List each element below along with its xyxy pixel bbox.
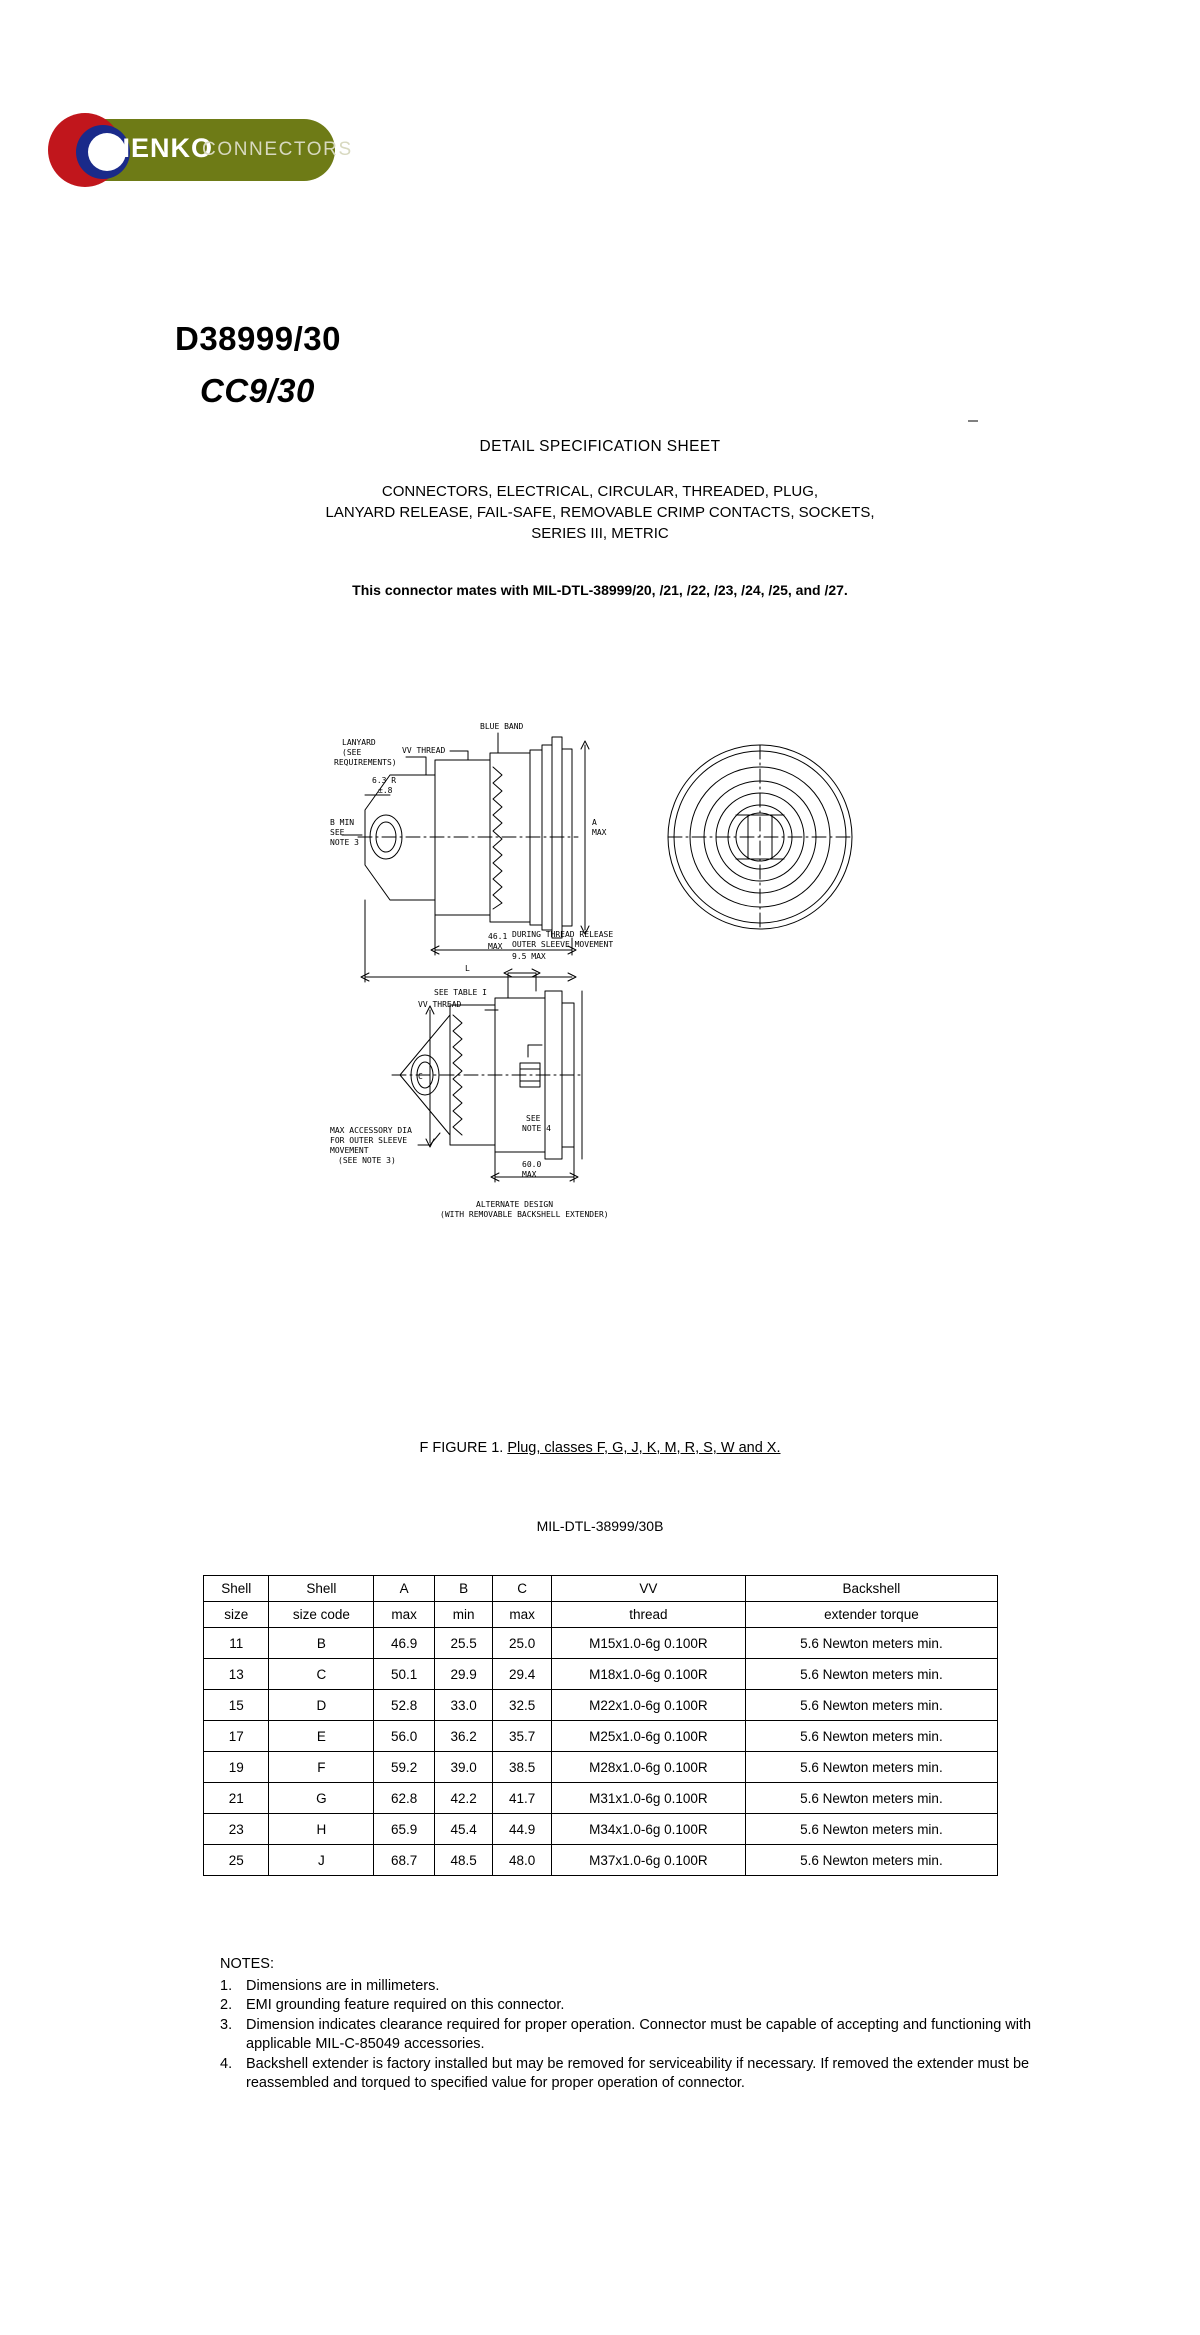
cell-shell-size: 15 [204, 1690, 269, 1721]
figure-caption-prefix: F FIGURE 1. [419, 1440, 504, 1456]
label-blue-band: BLUE BAND [480, 722, 524, 731]
cell-shell-code: E [269, 1721, 374, 1752]
mating-connector-note: This connector mates with MIL-DTL-38999/20, /21, /22, /23, /24, /25, and /27. [352, 582, 848, 598]
label-dim-60-0-max: MAX [522, 1170, 537, 1179]
table-row [204, 1690, 998, 1721]
cell-shell-code: G [269, 1783, 374, 1814]
label-a-dim: A [592, 818, 597, 827]
header-torque-1: Backshell [745, 1576, 997, 1602]
label-outer-sleeve-movement: OUTER SLEEVE MOVEMENT [512, 940, 614, 949]
notes-title: NOTES: [220, 1956, 274, 1972]
label-sleeve-move-dim: 9.5 MAX [512, 952, 546, 961]
cell-a-max: 50.1 [374, 1659, 435, 1690]
note-number: 3. [220, 2016, 233, 2033]
cell-b-min: 25.5 [434, 1628, 493, 1659]
cell-b-min: 39.0 [434, 1752, 493, 1783]
cell-c-max: 41.7 [493, 1783, 552, 1814]
cell-b-min: 33.0 [434, 1690, 493, 1721]
document-part-number: D38999/30 [175, 320, 341, 357]
note-text: Backshell extender is factory installed but may be removed for serviceability if necessary. If removed the extender must be reassembled and torqued to specified value for proper operation of connector. [246, 2055, 1030, 2092]
cell-shell-code: C [269, 1659, 374, 1690]
table-row [204, 1628, 998, 1659]
table-body [204, 1628, 998, 1876]
label-note3-top: NOTE 3 [330, 838, 359, 847]
table-row [204, 1752, 998, 1783]
table-header [204, 1576, 998, 1628]
header-c-1: C [493, 1576, 552, 1602]
cell-torque: 5.6 Newton meters min. [745, 1814, 997, 1845]
header-c-2: max [493, 1602, 552, 1628]
label-l-dim: L [465, 964, 470, 973]
label-see-table: SEE TABLE I [434, 988, 487, 997]
label-dim-46-1-max: MAX [488, 942, 503, 951]
header-shell-code-2: size code [269, 1602, 374, 1628]
cell-b-min: 29.9 [434, 1659, 493, 1690]
note-item [220, 1996, 1090, 2016]
company-logo [30, 105, 353, 195]
cell-a-max: 62.8 [374, 1783, 435, 1814]
table-header-row-1 [204, 1576, 998, 1602]
spec-sheet-heading: DETAIL SPECIFICATION SHEET [479, 438, 721, 455]
margin-tick-mark [968, 420, 978, 422]
cell-shell-size: 19 [204, 1752, 269, 1783]
header-b-1: B [434, 1576, 493, 1602]
cell-shell-code: D [269, 1690, 374, 1721]
label-radius: 6.3 R [372, 776, 397, 785]
notes-section [220, 1955, 1090, 2094]
description-line-3: SERIES III, METRIC [531, 525, 669, 542]
cell-torque: 5.6 Newton meters min. [745, 1752, 997, 1783]
label-alternate-design: ALTERNATE DESIGN [476, 1200, 554, 1209]
label-alternate-design-detail: (WITH REMOVABLE BACKSHELL EXTENDER) [440, 1210, 609, 1219]
header-vv-2: thread [551, 1602, 745, 1628]
label-dim-60-0: 60.0 [522, 1160, 542, 1169]
label-b-min: B MIN [330, 818, 355, 827]
note-item [220, 1977, 1090, 1997]
cell-shell-size: 25 [204, 1845, 269, 1876]
cell-shell-size: 23 [204, 1814, 269, 1845]
label-c-dim: C [418, 1072, 423, 1081]
cell-torque: 5.6 Newton meters min. [745, 1783, 997, 1814]
label-lanyard: LANYARD [342, 738, 376, 747]
figure-caption [0, 1440, 1200, 1456]
cell-vv-thread: M18x1.0-6g 0.100R [551, 1659, 745, 1690]
cell-c-max: 25.0 [493, 1628, 552, 1659]
cell-a-max: 59.2 [374, 1752, 435, 1783]
cell-vv-thread: M22x1.0-6g 0.100R [551, 1690, 745, 1721]
cell-shell-code: B [269, 1628, 374, 1659]
header-shell-size-1: Shell [204, 1576, 269, 1602]
label-vv-thread-top: VV THREAD [402, 746, 446, 755]
note-text: Dimension indicates clearance required for proper operation. Connector must be capable of accepting and functioning with applicable MIL-C-85049 accessories. [246, 2016, 1032, 2053]
cell-a-max: 65.9 [374, 1814, 435, 1845]
label-note4: NOTE 4 [522, 1124, 551, 1133]
label-radius-tolerance: ±.8 [378, 786, 393, 795]
cell-a-max: 68.7 [374, 1845, 435, 1876]
cell-torque: 5.6 Newton meters min. [745, 1845, 997, 1876]
note-item [220, 2055, 1090, 2094]
cell-c-max: 38.5 [493, 1752, 552, 1783]
document-alt-part-number: CC9/30 [200, 372, 315, 409]
table-header-row-2 [204, 1602, 998, 1628]
cell-vv-thread: M15x1.0-6g 0.100R [551, 1628, 745, 1659]
cell-c-max: 44.9 [493, 1814, 552, 1845]
label-see-note3-bottom: (SEE NOTE 3) [338, 1156, 396, 1165]
cell-b-min: 42.2 [434, 1783, 493, 1814]
cell-shell-size: 21 [204, 1783, 269, 1814]
header-a-1: A [374, 1576, 435, 1602]
note-item [220, 2016, 1090, 2055]
cell-shell-code: J [269, 1845, 374, 1876]
figure-caption-text: Plug, classes F, G, J, K, M, R, S, W and X. [507, 1440, 781, 1456]
note-number: 1. [220, 1977, 233, 1994]
table-row [204, 1659, 998, 1690]
note-number: 2. [220, 1997, 233, 2014]
cell-c-max: 29.4 [493, 1659, 552, 1690]
logo-brand-name: CHENKO [90, 133, 214, 163]
note-number: 4. [220, 2055, 233, 2072]
note-text: Dimensions are in millimeters. [246, 1977, 440, 1994]
cell-shell-size: 11 [204, 1628, 269, 1659]
cell-c-max: 48.0 [493, 1845, 552, 1876]
cell-b-min: 48.5 [434, 1845, 493, 1876]
description-line-1: CONNECTORS, ELECTRICAL, CIRCULAR, THREADED, PLUG, [381, 483, 819, 500]
cell-shell-size: 17 [204, 1721, 269, 1752]
cell-vv-thread: M34x1.0-6g 0.100R [551, 1814, 745, 1845]
cell-torque: 5.6 Newton meters min. [745, 1628, 997, 1659]
cell-c-max: 35.7 [493, 1721, 552, 1752]
label-movement: MOVEMENT [330, 1146, 369, 1155]
table-row [204, 1721, 998, 1752]
header-a-2: max [374, 1602, 435, 1628]
note-text: EMI grounding feature required on this connector. [246, 1997, 565, 2014]
cell-torque: 5.6 Newton meters min. [745, 1690, 997, 1721]
shell-size-table [203, 1575, 998, 1876]
label-vv-thread-bottom: VV THREAD [418, 1000, 462, 1009]
cell-vv-thread: M28x1.0-6g 0.100R [551, 1752, 745, 1783]
logo-brand-subtitle: CONNECTORS [202, 139, 353, 160]
label-max-accessory-dia: MAX ACCESSORY DIA [330, 1126, 412, 1135]
label-a-max: MAX [592, 828, 607, 837]
header-shell-code-1: Shell [269, 1576, 374, 1602]
technical-drawing-figure [330, 715, 900, 1395]
label-during-thread-release: DURING THREAD RELEASE [512, 930, 614, 939]
label-dim-46-1: 46.1 [488, 932, 508, 941]
cell-b-min: 36.2 [434, 1721, 493, 1752]
table-row [204, 1845, 998, 1876]
label-lanyard-see: (SEE [342, 748, 362, 757]
table-row [204, 1783, 998, 1814]
label-lanyard-requirements: REQUIREMENTS) [334, 758, 397, 767]
cell-shell-code: H [269, 1814, 374, 1845]
cell-torque: 5.6 Newton meters min. [745, 1659, 997, 1690]
label-see-note3-top: SEE [330, 828, 345, 837]
cell-a-max: 46.9 [374, 1628, 435, 1659]
cell-a-max: 52.8 [374, 1690, 435, 1721]
header-vv-1: VV [551, 1576, 745, 1602]
cell-c-max: 32.5 [493, 1690, 552, 1721]
cell-shell-size: 13 [204, 1659, 269, 1690]
label-see-note4: SEE [526, 1114, 541, 1123]
cell-a-max: 56.0 [374, 1721, 435, 1752]
cell-b-min: 45.4 [434, 1814, 493, 1845]
cell-vv-thread: M31x1.0-6g 0.100R [551, 1783, 745, 1814]
description-line-2: LANYARD RELEASE, FAIL-SAFE, REMOVABLE CRIMP CONTACTS, SOCKETS, [325, 504, 875, 521]
header-shell-size-2: size [204, 1602, 269, 1628]
cell-vv-thread: M37x1.0-6g 0.100R [551, 1845, 745, 1876]
label-for-outer-sleeve: FOR OUTER SLEEVE [330, 1136, 408, 1145]
header-torque-2: extender torque [745, 1602, 997, 1628]
cell-shell-code: F [269, 1752, 374, 1783]
cell-vv-thread: M25x1.0-6g 0.100R [551, 1721, 745, 1752]
header-b-2: min [434, 1602, 493, 1628]
cell-torque: 5.6 Newton meters min. [745, 1721, 997, 1752]
mil-spec-number: MIL-DTL-38999/30B [536, 1518, 664, 1534]
table-row [204, 1814, 998, 1845]
